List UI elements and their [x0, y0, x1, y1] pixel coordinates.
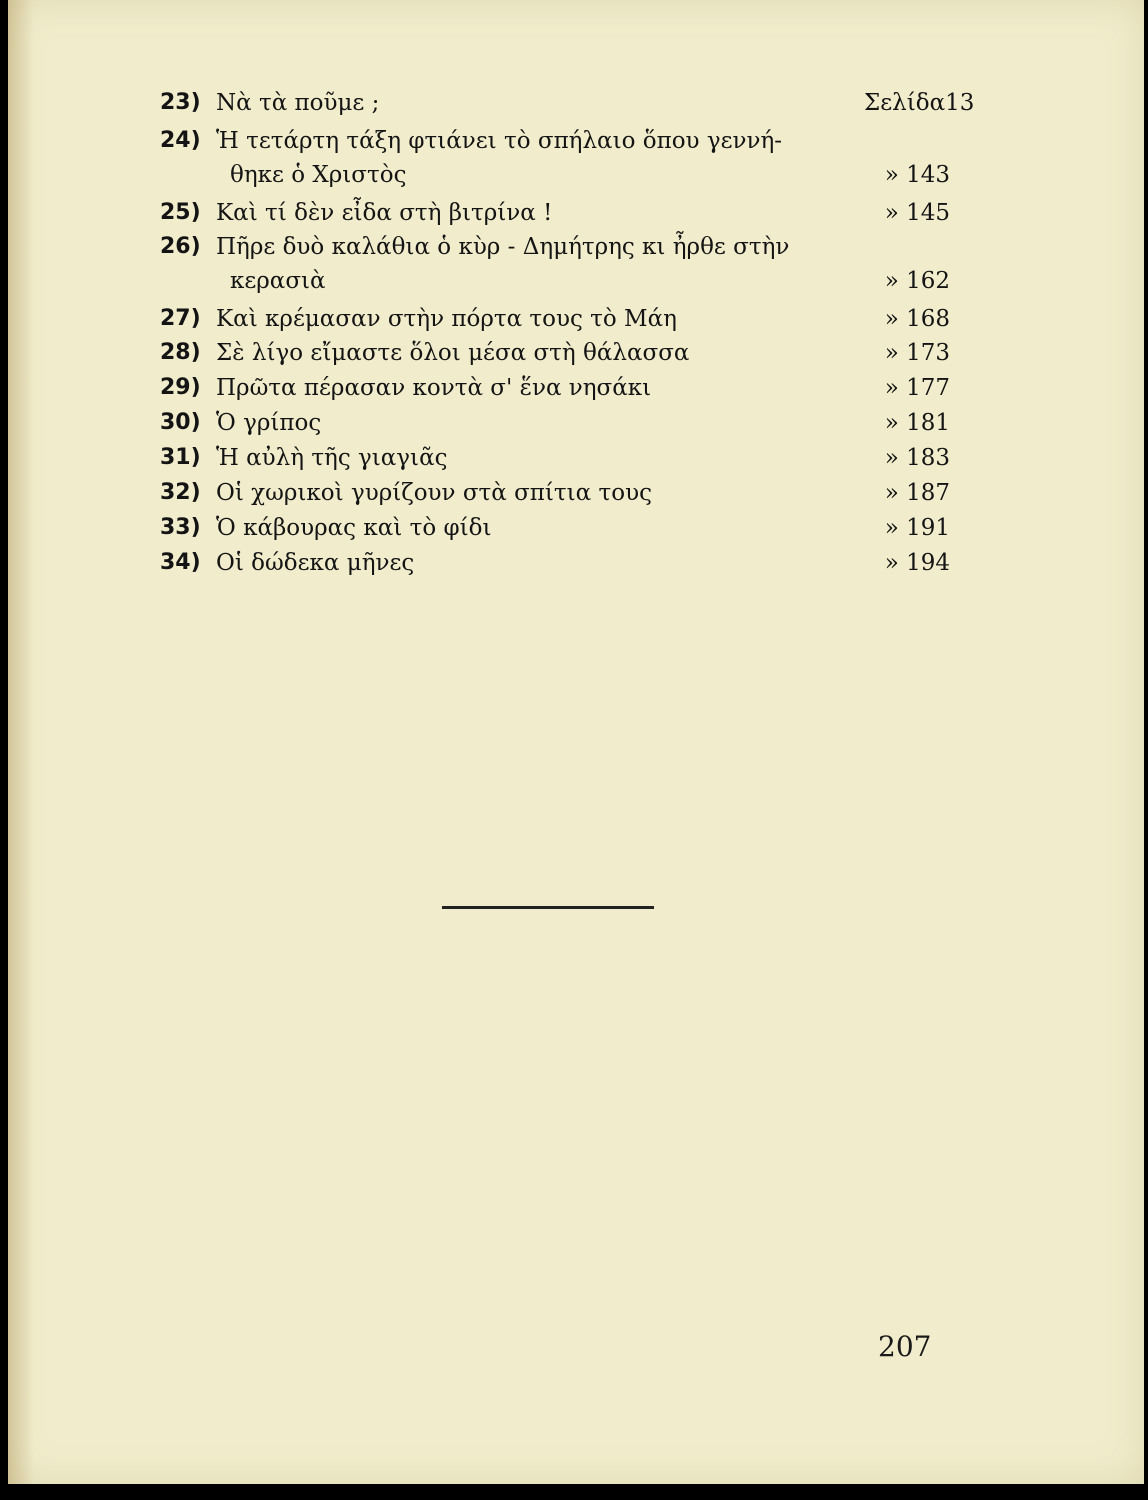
toc-entry-33	[160, 511, 950, 545]
entry-page: » 177	[884, 375, 950, 401]
entry-title-continuation: κερασιὰ	[230, 268, 326, 294]
toc-entry-25	[160, 196, 950, 230]
entry-page: » 145	[884, 200, 950, 226]
entry-number: 33)	[160, 515, 201, 540]
entry-title-continuation: θηκε ὁ Χριστὸς	[230, 162, 407, 188]
entry-number: 24)	[160, 128, 201, 153]
dot-leader	[697, 336, 854, 370]
entry-page: » 143	[884, 162, 950, 188]
toc-entry-27	[160, 302, 950, 336]
entry-number: 28)	[160, 340, 201, 365]
toc-entry-23	[160, 86, 975, 120]
page-number: 207	[878, 1330, 932, 1363]
dot-leader	[660, 476, 854, 510]
dot-leader	[422, 546, 854, 580]
toc-entry-30	[160, 406, 950, 440]
dot-leader	[455, 441, 854, 475]
toc-entry-28	[160, 336, 950, 370]
table-of-contents	[0, 0, 1148, 600]
dot-leader	[560, 196, 854, 230]
entry-title: Ὁ κάβουρας καὶ τὸ φίδι	[216, 515, 492, 541]
entry-title: Σὲ λίγο εἴμαστε ὅλοι μέσα στὴ θάλασσα	[216, 340, 690, 366]
section-divider-rule	[442, 906, 654, 909]
entry-title: Πῆρε δυὸ καλάθια ὁ κὺρ - Δημήτρης κι ἦρθε στὴν	[216, 234, 790, 260]
entry-title: Ὁ γρίπος	[216, 410, 322, 436]
entry-page: » 183	[884, 445, 950, 471]
dot-leader	[685, 302, 854, 336]
toc-entry-34	[160, 546, 950, 580]
dot-leader	[334, 264, 854, 298]
entry-number: 23)	[160, 90, 201, 115]
entry-title: Οἱ δώδεκα μῆνες	[216, 550, 415, 576]
toc-entry-32	[160, 476, 950, 510]
entry-number: 25)	[160, 200, 201, 225]
entry-title: Νὰ τὰ ποῦμε ;	[216, 90, 380, 116]
entry-page: » 162	[884, 268, 950, 294]
toc-entry-24	[160, 124, 950, 192]
entry-page: Σελίδα13	[864, 90, 975, 116]
entry-number: 30)	[160, 410, 201, 435]
entry-title: Καὶ κρέμασαν στὴν πόρτα τους τὸ Μάη	[216, 306, 677, 332]
entry-title: Πρῶτα πέρασαν κοντὰ σ' ἕνα νησάκι	[216, 375, 652, 401]
entry-number: 34)	[160, 550, 201, 575]
dot-leader	[329, 406, 854, 440]
entry-number: 26)	[160, 234, 201, 259]
entry-title: Ἡ τετάρτη τάξη φτιάνει τὸ σπήλαιο ὅπου γεννή-	[216, 128, 783, 154]
entry-number: 32)	[160, 480, 201, 505]
entry-title: Καὶ τί δὲν εἶδα στὴ βιτρίνα !	[216, 200, 553, 226]
entry-title: Ἡ αὐλὴ τῆς γιαγιᾶς	[216, 445, 448, 471]
toc-entry-26	[160, 230, 950, 298]
toc-entry-29	[160, 371, 950, 405]
entry-page: » 173	[884, 340, 950, 366]
entry-page: » 187	[884, 480, 950, 506]
entry-title: Οἱ χωρικοὶ γυρίζουν στὰ σπίτια τους	[216, 480, 652, 506]
dot-leader	[414, 158, 854, 192]
entry-number: 27)	[160, 306, 201, 331]
entry-page: » 191	[884, 515, 950, 541]
toc-entry-31	[160, 441, 950, 475]
entry-number: 31)	[160, 445, 201, 470]
dot-leader	[659, 371, 854, 405]
entry-page: » 194	[884, 550, 950, 576]
entry-page: » 168	[884, 306, 950, 332]
entry-page: » 181	[884, 410, 950, 436]
entry-number: 29)	[160, 375, 201, 400]
dot-leader	[387, 86, 854, 120]
dot-leader	[499, 511, 854, 545]
